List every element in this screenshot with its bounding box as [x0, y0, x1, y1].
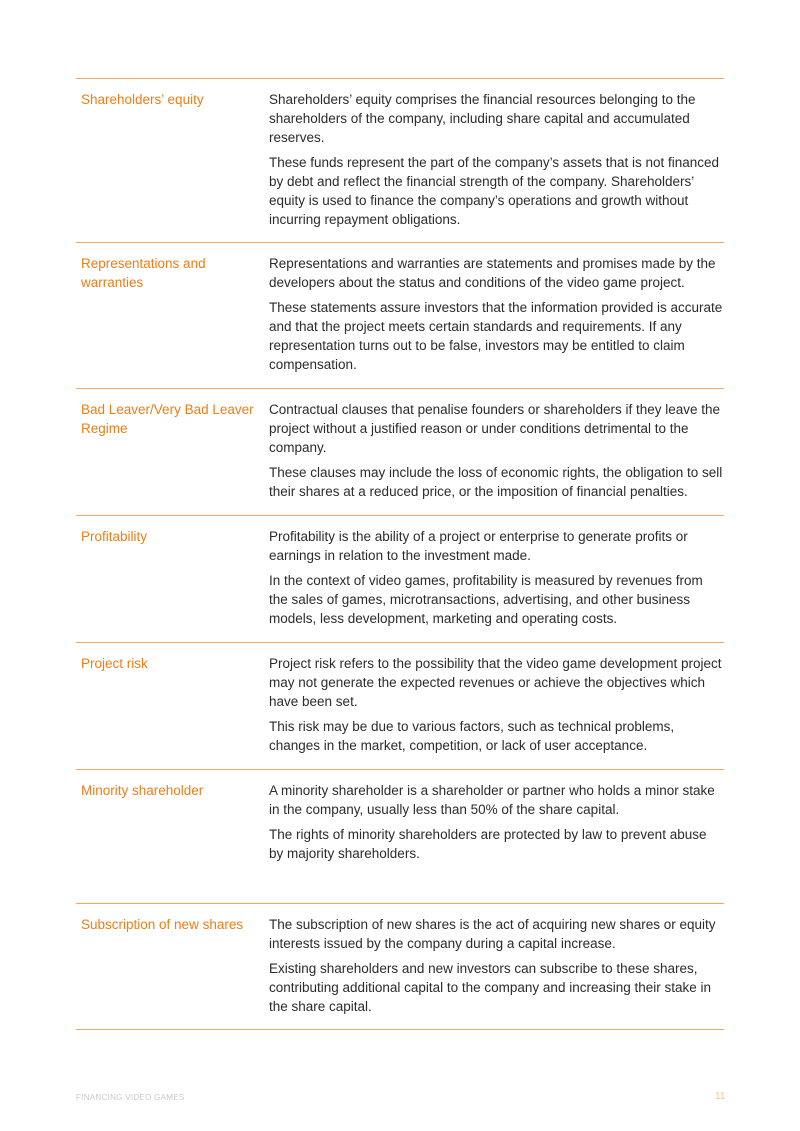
- glossary-term: Representations and warranties: [81, 256, 206, 290]
- glossary-term: Project risk: [81, 656, 148, 671]
- glossary-definition: [269, 904, 724, 1029]
- glossary-definition: [269, 243, 724, 388]
- glossary-entry-project-risk: [76, 642, 724, 769]
- glossary-entry-minority-shareholder: [76, 769, 724, 903]
- glossary-entry-profitability: [76, 515, 724, 642]
- glossary-entry-subscription-new-shares: [76, 903, 724, 1030]
- glossary-term: Bad Leaver/Very Bad Leaver Regime: [81, 402, 254, 436]
- glossary-entry-shareholders-equity: [76, 78, 724, 242]
- glossary-term: Shareholders’ equity: [81, 92, 204, 107]
- definition-paragraph: Contractual clauses that penalise founders or shareholders if they leave the project without a justified reason or under conditions detrimental to the company.: [269, 402, 721, 455]
- definition-paragraph: Representations and warranties are statements and promises made by the developers about the status and conditions of the video game project.: [269, 256, 716, 290]
- glossary-definition: [269, 516, 724, 642]
- definition-paragraph: These funds represent the part of the company’s assets that is not financed by debt and reflect the financial strength of the company. Shareholders’ equity is used to finance the company’s operations and growth without incurring repayment obligations.: [269, 155, 720, 227]
- definition-paragraph: This risk may be due to various factors, such as technical problems, changes in the market, competition, or lack of user acceptance.: [269, 719, 675, 753]
- footer-page-number: 11: [715, 1091, 726, 1102]
- glossary-definition: [269, 770, 724, 903]
- definition-paragraph: A minority shareholder is a shareholder or partner who holds a minor stake in the company, usually less than 50% of the share capital.: [269, 783, 715, 817]
- glossary-definition: [269, 389, 724, 515]
- definition-paragraph: Existing shareholders and new investors can subscribe to these shares, contributing additional capital to the company and increasing their stake in the share capital.: [269, 961, 712, 1014]
- definition-paragraph: The subscription of new shares is the act of acquiring new shares or equity interests issued by the company during a capital increase.: [269, 917, 716, 951]
- definition-paragraph: These statements assure investors that the information provided is accurate and that the project meets certain standards and requirements. If any representation turns out to be false, investors may be entitled to claim compensation.: [269, 300, 723, 372]
- glossary-entry-representations-warranties: [76, 242, 724, 388]
- glossary-definition: [269, 79, 724, 242]
- definition-paragraph: In the context of video games, profitability is measured by revenues from the sales of games, microtransactions, advertising, and other business models, less development, marketing and operating costs.: [269, 573, 703, 626]
- glossary-table: [76, 78, 724, 1030]
- glossary-term: Profitability: [81, 529, 148, 544]
- glossary-term: Subscription of new shares: [81, 917, 244, 932]
- glossary-definition: [269, 643, 724, 769]
- glossary-entry-bad-leaver: [76, 388, 724, 515]
- definition-paragraph: Project risk refers to the possibility that the video game development project may not generate the expected revenues or achieve the objectives which have been set.: [269, 656, 722, 709]
- definition-paragraph: These clauses may include the loss of economic rights, the obligation to sell their shares at a reduced price, or the imposition of financial penalties.: [269, 465, 723, 499]
- footer-document-title: FINANCING VIDEO GAMES: [76, 1093, 185, 1102]
- definition-paragraph: Shareholders’ equity comprises the financial resources belonging to the shareholders of the company, including share capital and accumulated reserves.: [269, 92, 696, 145]
- definition-paragraph: Profitability is the ability of a project or enterprise to generate profits or earnings in relation to the investment made.: [269, 529, 688, 563]
- glossary-term: Minority shareholder: [81, 783, 204, 798]
- definition-paragraph: The rights of minority shareholders are protected by law to prevent abuse by majority shareholders.: [269, 827, 707, 861]
